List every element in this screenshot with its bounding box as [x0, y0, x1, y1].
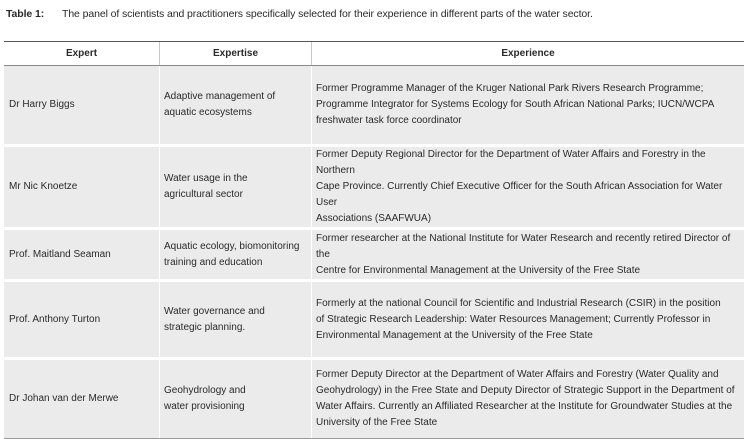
expertise-line: aquatic ecosystems — [164, 107, 252, 118]
experience-line: Environmental Management at the University of the Free State — [316, 329, 593, 341]
experience-line: University of the Free State — [316, 417, 438, 428]
experience-cell — [312, 66, 745, 146]
expertise-line: Adaptive management of — [164, 91, 276, 102]
experience-line: Former researcher at the National Institute for Water Research and recently retired Director of the — [316, 232, 731, 260]
expertise-cell — [160, 229, 312, 281]
table-caption-label: Table 1: — [6, 8, 45, 20]
expertise-line: Aquatic ecology, biomonitoring — [164, 240, 300, 252]
expertise-line: training and education — [164, 256, 263, 268]
expert-cell: Prof. Anthony Turton — [4, 281, 160, 359]
table-header-row — [4, 42, 744, 66]
experience-cell — [312, 359, 745, 439]
expertise-line: water provisioning — [164, 401, 245, 412]
experience-line: Programme Integrator for Systems Ecology for South African National Parks; IUCN/WCPA — [316, 99, 715, 110]
table-caption-text: The panel of scientists and practitioners specifically selected for their experience in different parts of the water sector. — [62, 8, 593, 20]
experience-line: Associations (SAAFWUA) — [316, 213, 432, 224]
table-row — [4, 66, 744, 146]
table-caption — [6, 8, 593, 20]
experience-line: Formerly at the national Council for Scientific and Industrial Research (CSIR) in the position — [316, 297, 721, 309]
expert-cell: Prof. Maitland Seaman — [4, 229, 160, 281]
experience-line: of Strategic Research Leadership: Water Resources Management; Currently Professor in — [316, 313, 711, 325]
header-experience: Experience — [312, 42, 745, 66]
expertise-cell — [160, 359, 312, 439]
experience-line: freshwater task force coordinator — [316, 115, 462, 126]
experience-line: Geohydrology) in the Free State and Deputy Director of Strategic Support in the Department of — [316, 385, 735, 396]
header-expertise: Expertise — [160, 42, 312, 66]
experience-line: Cape Province. Currently Chief Executive Officer for the South African Association for Water User — [316, 181, 723, 208]
table-row — [4, 146, 744, 229]
experience-line: Former Programme Manager of the Kruger National Park Rivers Research Programme; — [316, 83, 704, 94]
expertise-line: strategic planning. — [164, 321, 246, 333]
table-row — [4, 229, 744, 281]
expertise-cell — [160, 146, 312, 229]
header-expert: Expert — [4, 42, 160, 66]
table-row — [4, 359, 744, 439]
expert-cell: Dr Harry Biggs — [4, 66, 160, 146]
expertise-cell — [160, 66, 312, 146]
expertise-line: Geohydrology and — [164, 385, 246, 396]
experience-cell — [312, 229, 745, 281]
experience-cell — [312, 281, 745, 359]
expertise-line: Water governance and — [164, 305, 265, 317]
experts-table — [4, 41, 744, 439]
expertise-line: Water usage in the — [164, 173, 248, 184]
experience-line: Former Deputy Director at the Department of Water Affairs and Forestry (Water Quality and — [316, 369, 719, 380]
expertise-line: agricultural sector — [164, 189, 243, 200]
experience-line: Centre for Environmental Management at the University of the Free State — [316, 264, 641, 276]
expert-cell: Dr Johan van der Merwe — [4, 359, 160, 439]
experience-line: Water Affairs. Currently an Affiliated Researcher at the Institute for Groundwater Studies at the — [316, 401, 733, 412]
expertise-cell — [160, 281, 312, 359]
experience-line: Former Deputy Regional Director for the Department of Water Affairs and Forestry in the Northern — [316, 149, 706, 176]
experience-cell — [312, 146, 745, 229]
expert-cell: Mr Nic Knoetze — [4, 146, 160, 229]
table-row — [4, 281, 744, 359]
